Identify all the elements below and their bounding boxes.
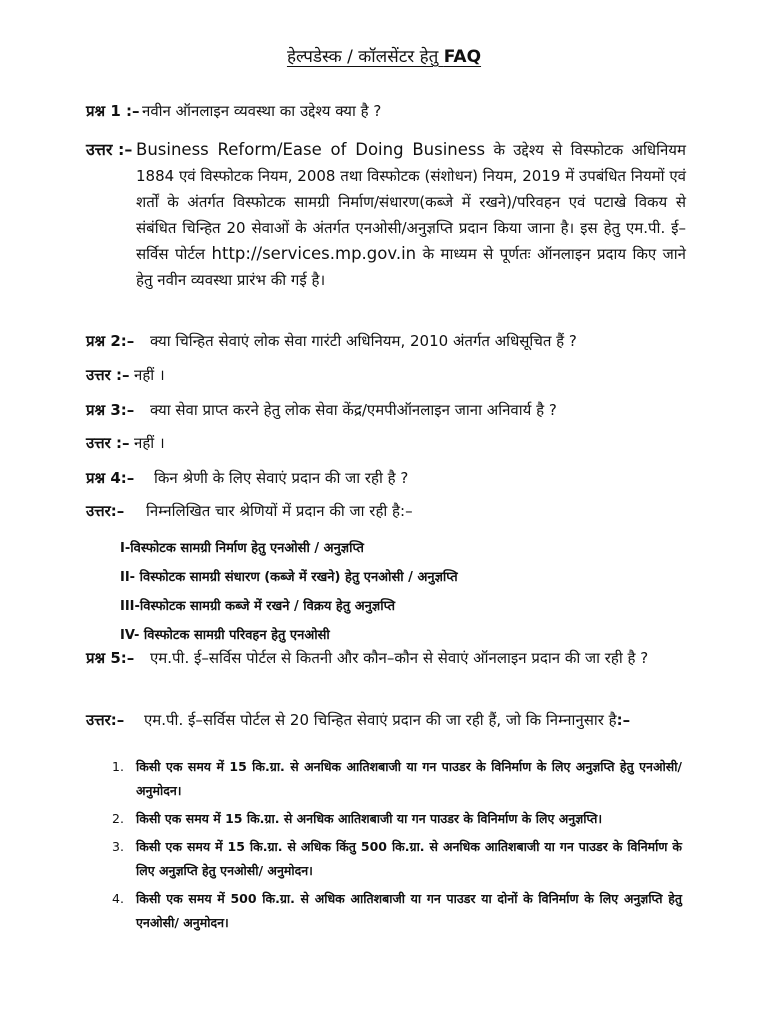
- page-title: [0, 44, 768, 67]
- question-1-text: नवीन ऑनलाइन व्यवस्था का उद्देश्य क्या है ?: [142, 102, 382, 120]
- question-2-text: क्या चिन्हित सेवाएं लोक सेवा गारंटी अधिनियम, 2010 अंतर्गत अधिसूचित हैं ?: [150, 332, 577, 350]
- service-item: [112, 887, 682, 935]
- service-text: किसी एक समय में 15 कि.ग्रा. से अनधिक आतिशबाजी या गन पाउडर के विनिर्माण के लिए अनुज्ञप्ति हेतु एनओसी/ अनुमोदन।: [136, 759, 682, 798]
- question-3-label: प्रश्न 3:–: [86, 401, 135, 419]
- service-text: किसी एक समय में 500 कि.ग्रा. से अधिक आतिशबाजी या गन पाउडर या दोनों के विनिर्माण के लिए अनुज्ञप्ति हेतु एनओसी/ अनुमोदन।: [136, 891, 682, 930]
- answer-2-label: उत्तर :–: [86, 366, 130, 384]
- answer-3-text: नहीं ।: [134, 434, 165, 452]
- category-item: I-विस्फोटक सामग्री निर्माण हेतु एनओसी / अनुज्ञप्ति: [120, 541, 364, 556]
- question-4-label: प्रश्न 4:–: [86, 469, 135, 487]
- service-text: किसी एक समय में 15 कि.ग्रा. से अनधिक आतिशबाजी या गन पाउडर के विनिर्माण के लिए अनुज्ञप्ति।: [136, 811, 603, 826]
- answer-5-suffix: :–: [616, 711, 631, 729]
- service-text: किसी एक समय में 15 कि.ग्रा. से अधिक किंतु 500 कि.ग्रा. से अनधिक आतिशबाजी या गन पाउडर के विनिर्माण के लिए अनुज्ञप्ति हेतु एनओसी/ अनुमोदन।: [136, 839, 682, 878]
- answer-3: [86, 430, 686, 456]
- answer-2: [86, 362, 686, 388]
- question-2-label: प्रश्न 2:–: [86, 332, 135, 350]
- title-faq: FAQ: [443, 47, 482, 67]
- question-5-text: एम.पी. ई–सर्विस पोर्टल से कितनी और कौन–कौन से सेवाएं ऑनलाइन प्रदान की जा रही है ?: [150, 649, 649, 667]
- question-2: [86, 328, 686, 354]
- answer-4-text: निम्नलिखित चार श्रेणियों में प्रदान की जा रही है:–: [146, 502, 413, 520]
- question-3-text: क्या सेवा प्राप्त करने हेतु लोक सेवा केंद्र/एमपीऑनलाइन जाना अनिवार्य है ?: [150, 401, 557, 419]
- service-number: 2.: [112, 811, 124, 826]
- title-hindi: हेल्पडेस्क / कॉलसेंटर हेतु: [286, 47, 439, 67]
- category-item: II- विस्फोटक सामग्री संधारण (कब्जे में रखने) हेतु एनओसी / अनुज्ञप्ति: [120, 570, 458, 585]
- answer-1: [86, 137, 686, 293]
- question-1-label: प्रश्न 1 :–: [86, 102, 140, 120]
- service-item: [112, 807, 682, 831]
- answer-1-part2: के माध्यम से पूर्णतः ऑनलाइन प्रदाय किए जाने हेतु नवीन व्यवस्था प्रारंभ की गई है।: [136, 245, 686, 289]
- answer-1-business-reform: Business Reform/Ease of Doing Business: [136, 140, 486, 159]
- services-list: [112, 755, 682, 939]
- answer-5: [86, 707, 686, 733]
- question-3: [86, 397, 686, 423]
- question-4-text: किन श्रेणी के लिए सेवाएं प्रदान की जा रही है ?: [154, 469, 409, 487]
- category-item: III-विस्फोटक सामग्री कब्जे में रखने / विक्रय हेतु अनुज्ञप्ति: [120, 599, 395, 614]
- answer-1-text: [86, 137, 686, 293]
- answer-1-label: उत्तर :–: [86, 140, 133, 159]
- category-item: IV- विस्फोटक सामग्री परिवहन हेतु एनओसी: [120, 628, 330, 643]
- answer-5-body: एम.पी. ई–सर्विस पोर्टल से 20 चिन्हित सेवाएं प्रदान की जा रही हैं, जो कि निम्नानुसार है: [144, 711, 617, 729]
- service-item: [112, 835, 682, 883]
- answer-4-label: उत्तर:–: [86, 502, 125, 520]
- service-number: 1.: [112, 759, 124, 774]
- question-5: [86, 645, 686, 671]
- portal-url-link[interactable]: http://services.mp.gov.in: [211, 244, 417, 263]
- service-item: [112, 755, 682, 803]
- category-list: [120, 534, 720, 650]
- answer-4: [86, 498, 686, 524]
- answer-3-label: उत्तर :–: [86, 434, 130, 452]
- question-4: [86, 465, 686, 491]
- answer-5-label: उत्तर:–: [86, 711, 125, 729]
- answer-5-text: [86, 707, 686, 733]
- service-number: 4.: [112, 891, 124, 906]
- service-number: 3.: [112, 839, 124, 854]
- answer-1-part1: के उद्देश्य से विस्फोटक अधिनियम 1884 एवं विस्फोटक नियम, 2008 तथा विस्फोटक (संशोधन) नियम, 2019 में उपबंधित नियमों एवं शर्तों के अंतर्गत विस्फोटक सामग्री निर्माण/संधारण(कब्जे में रखने)/परिवहन एवं पटाखे विकय से संबंधित चिन्हित 20 सेवाओं के अंतर्गत एनओसी/अनुज्ञप्ति प्रदान किया जाना है। इस हेतु एम.पी. ई–सर्विस पोर्टल: [136, 141, 686, 263]
- question-5-label: प्रश्न 5:–: [86, 649, 135, 667]
- answer-2-text: नहीं ।: [134, 366, 165, 384]
- question-1: [86, 98, 686, 124]
